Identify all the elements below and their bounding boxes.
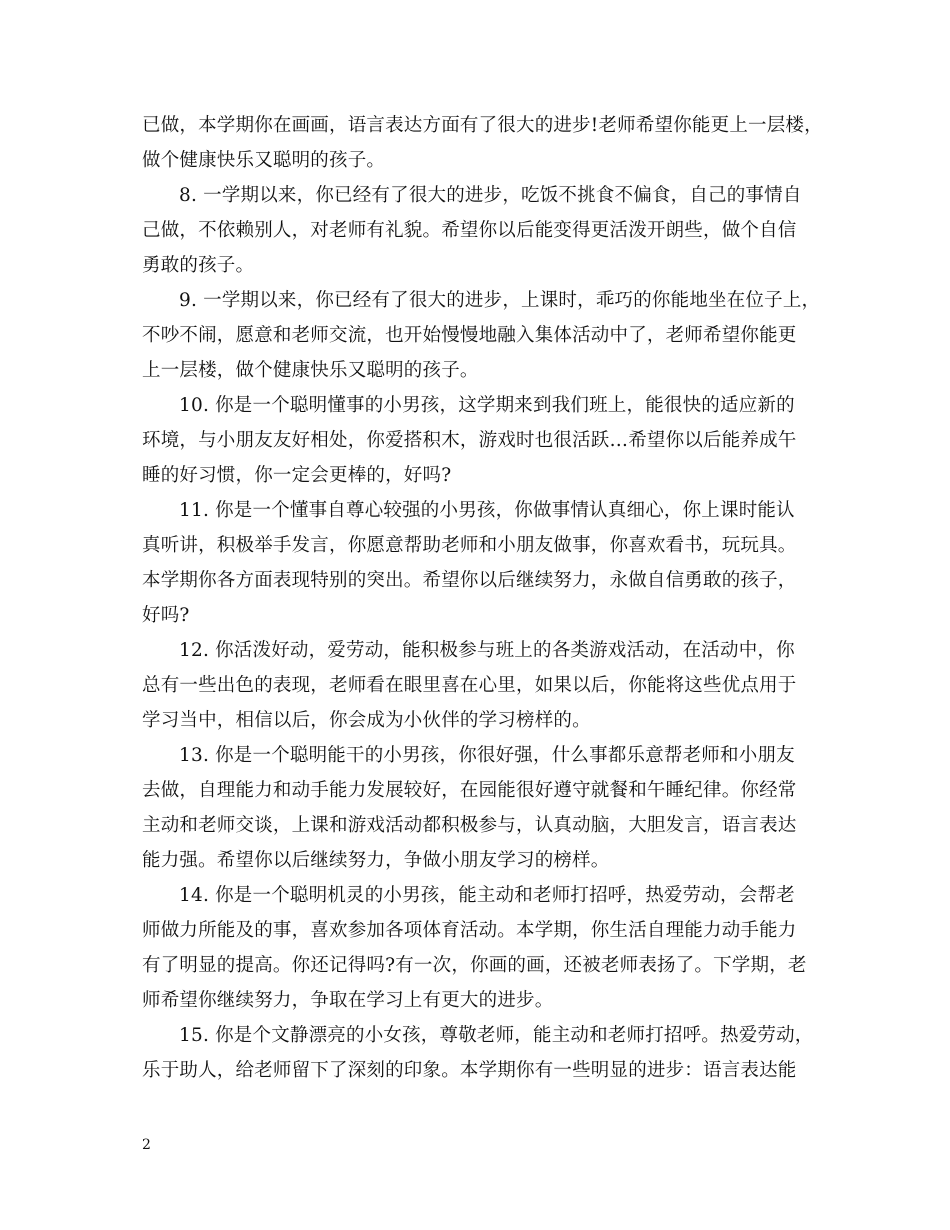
text-line: 真听讲，积极举手发言，你愿意帮助老师和小朋友做事，你喜欢看书，玩玩具。 xyxy=(142,535,797,556)
text-line: 9. 一学期以来，你已经有了很大的进步，上课时，乖巧的你能地坐在位子上， xyxy=(179,290,821,311)
text-line: 主动和老师交谈，上课和游戏活动都积极参与，认真动脑，大胆发言，语言表达 xyxy=(142,815,797,836)
text-line: 已做，本学期你在画画，语言表达方面有了很大的进步!老师希望你能更上一层楼， xyxy=(142,115,823,136)
text-line: 勇敢的孩子。 xyxy=(142,255,255,276)
text-line: 学习当中，相信以后，你会成为小伙伴的学习榜样的。 xyxy=(142,710,591,731)
text-line: 总有一些出色的表现，老师看在眼里喜在心里，如果以后，你能将这些优点用于 xyxy=(142,675,797,696)
text-line: 有了明显的提高。你还记得吗?有一次，你画的画，还被老师表扬了。下学期，老 xyxy=(142,955,807,976)
text-line: 14. 你是一个聪明机灵的小男孩，能主动和老师打招呼，热爱劳动，会帮老 xyxy=(179,885,795,906)
text-line: 11. 你是一个懂事自尊心较强的小男孩，你做事情认真细心，你上课时能认 xyxy=(179,500,795,521)
text-line: 己做，不依赖别人，对老师有礼貌。希望你以后能变得更活泼开朗些，做个自信 xyxy=(142,220,797,241)
text-line: 能力强。希望你以后继续努力，争做小朋友学习的榜样。 xyxy=(142,850,610,871)
text-line: 师希望你继续努力，争取在学习上有更大的进步。 xyxy=(142,990,554,1011)
text-line: 环境，与小朋友友好相处，你爱搭积木，游戏时也很活跃…希望你以后能养成午 xyxy=(142,430,797,451)
text-line: 好吗? xyxy=(142,605,190,626)
text-line: 15. 你是个文静漂亮的小女孩，尊敬老师，能主动和老师打招呼。热爱劳动， xyxy=(179,1025,814,1046)
text-line: 上一层楼，做个健康快乐又聪明的孩子。 xyxy=(142,360,479,381)
text-line: 睡的好习惯，你一定会更棒的，好吗? xyxy=(142,465,452,486)
text-line: 乐于助人，给老师留下了深刻的印象。本学期你有一些明显的进步：语言表达能 xyxy=(142,1060,797,1081)
text-line: 8. 一学期以来，你已经有了很大的进步，吃饭不挑食不偏食，自己的事情自 xyxy=(179,185,802,206)
page-number: 2 xyxy=(142,1137,151,1153)
text-line: 13. 你是一个聪明能干的小男孩，你很好强，什么事都乐意帮老师和小朋友 xyxy=(179,745,795,766)
text-line: 不吵不闹，愿意和老师交流，也开始慢慢地融入集体活动中了，老师希望你能更 xyxy=(142,325,797,346)
text-line: 去做，自理能力和动手能力发展较好，在园能很好遵守就餐和午睡纪律。你经常 xyxy=(142,780,797,801)
text-line: 做个健康快乐又聪明的孩子。 xyxy=(142,150,386,171)
text-line: 师做力所能及的事，喜欢参加各项体育活动。本学期，你生活自理能力动手能力 xyxy=(142,920,797,941)
text-line: 10. 你是一个聪明懂事的小男孩，这学期来到我们班上，能很快的适应新的 xyxy=(179,395,795,416)
document-body xyxy=(142,114,823,1094)
text-line: 12. 你活泼好动，爱劳动，能积极参与班上的各类游戏活动，在活动中，你 xyxy=(179,640,795,661)
text-line: 本学期你各方面表现特别的突出。希望你以后继续努力，永做自信勇敢的孩子， xyxy=(142,570,797,591)
